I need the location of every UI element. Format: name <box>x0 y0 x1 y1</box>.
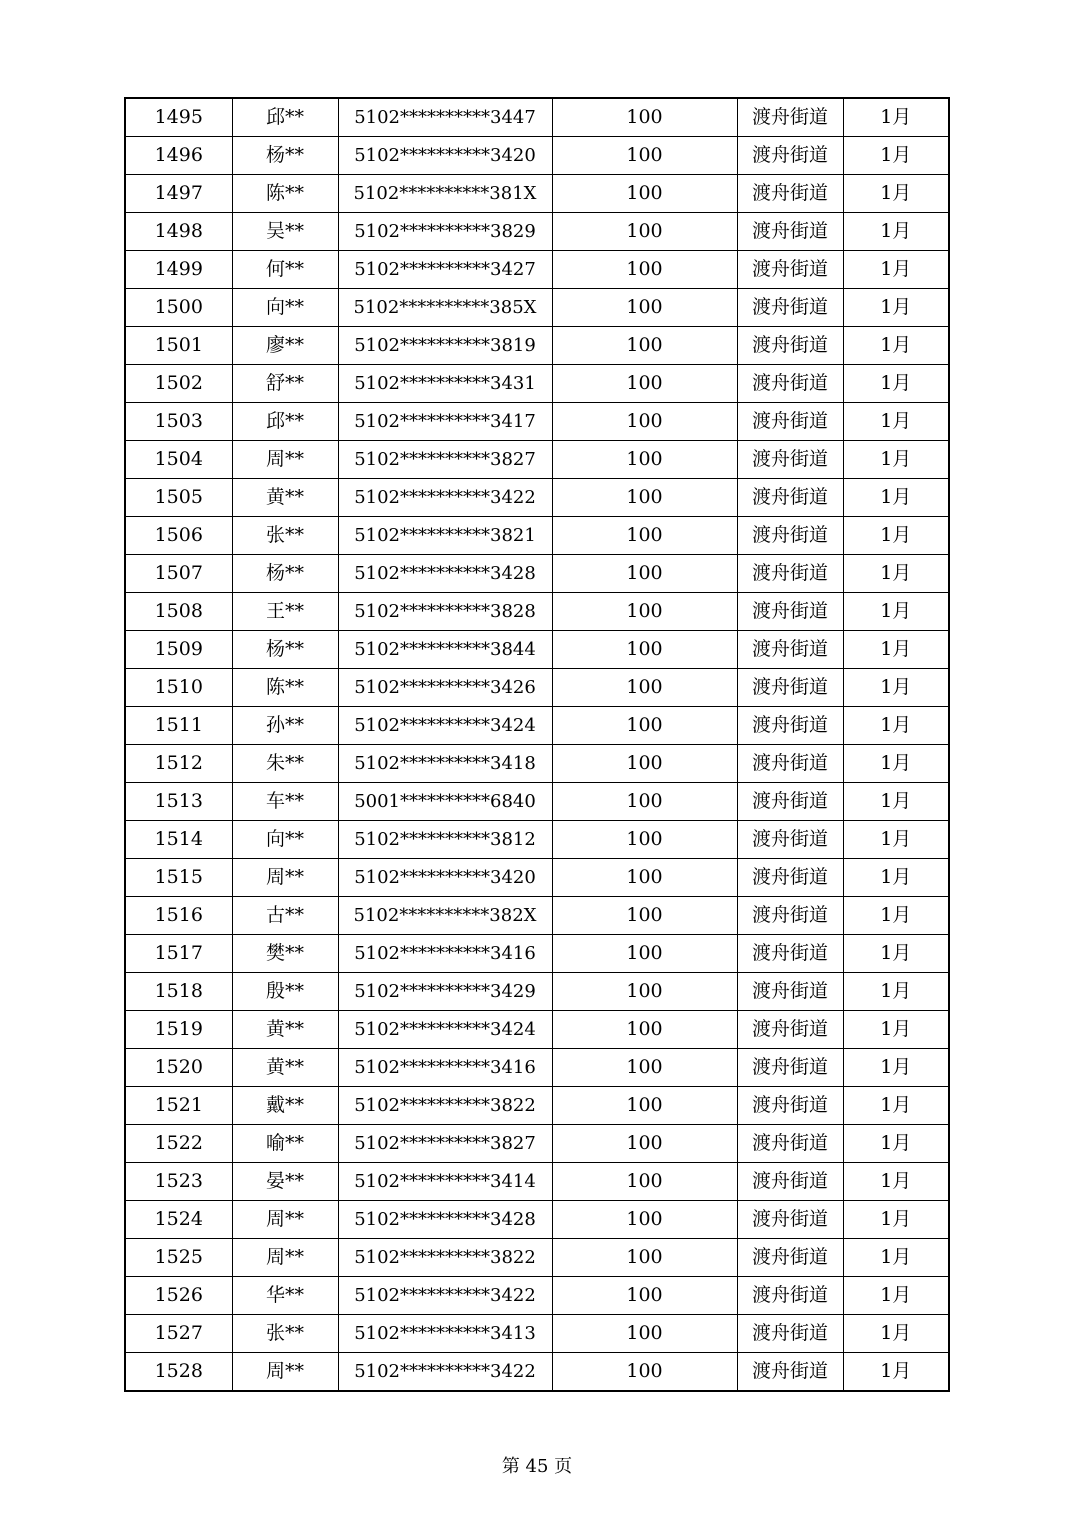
street-cell: 渡舟街道 <box>737 403 843 441</box>
id-number-cell: 5102**********3827 <box>338 1125 552 1163</box>
amount-cell: 100 <box>552 175 737 213</box>
table-row <box>125 1163 949 1201</box>
seq-number-cell: 1521 <box>125 1087 232 1125</box>
name-cell: 吴** <box>232 213 338 251</box>
seq-number-cell: 1523 <box>125 1163 232 1201</box>
id-number-cell: 5102**********3426 <box>338 669 552 707</box>
amount-cell: 100 <box>552 403 737 441</box>
street-cell: 渡舟街道 <box>737 289 843 327</box>
amount-cell: 100 <box>552 1011 737 1049</box>
id-number-cell: 5102**********3844 <box>338 631 552 669</box>
name-cell: 黄** <box>232 479 338 517</box>
month-cell: 1月 <box>843 973 949 1011</box>
table-row <box>125 327 949 365</box>
month-cell: 1月 <box>843 1163 949 1201</box>
amount-cell: 100 <box>552 1277 737 1315</box>
table-row <box>125 98 949 137</box>
name-cell: 向** <box>232 289 338 327</box>
table-row <box>125 859 949 897</box>
amount-cell: 100 <box>552 213 737 251</box>
id-number-cell: 5102**********3424 <box>338 1011 552 1049</box>
month-cell: 1月 <box>843 745 949 783</box>
amount-cell: 100 <box>552 631 737 669</box>
street-cell: 渡舟街道 <box>737 441 843 479</box>
id-number-cell: 5102**********3428 <box>338 1201 552 1239</box>
id-number-cell: 5102**********3427 <box>338 251 552 289</box>
name-cell: 朱** <box>232 745 338 783</box>
id-number-cell: 5102**********3416 <box>338 935 552 973</box>
street-cell: 渡舟街道 <box>737 1163 843 1201</box>
name-cell: 邱** <box>232 403 338 441</box>
seq-number-cell: 1496 <box>125 137 232 175</box>
id-number-cell: 5102**********3431 <box>338 365 552 403</box>
month-cell: 1月 <box>843 251 949 289</box>
id-number-cell: 5102**********3422 <box>338 479 552 517</box>
table-row <box>125 783 949 821</box>
id-number-cell: 5102**********3828 <box>338 593 552 631</box>
month-cell: 1月 <box>843 1239 949 1277</box>
seq-number-cell: 1522 <box>125 1125 232 1163</box>
name-cell: 殷** <box>232 973 338 1011</box>
name-cell: 车** <box>232 783 338 821</box>
seq-number-cell: 1528 <box>125 1353 232 1392</box>
month-cell: 1月 <box>843 175 949 213</box>
table-row <box>125 669 949 707</box>
month-cell: 1月 <box>843 213 949 251</box>
street-cell: 渡舟街道 <box>737 137 843 175</box>
page-number: 第 45 页 <box>501 1456 573 1477</box>
street-cell: 渡舟街道 <box>737 517 843 555</box>
name-cell: 戴** <box>232 1087 338 1125</box>
street-cell: 渡舟街道 <box>737 631 843 669</box>
name-cell: 周** <box>232 1353 338 1392</box>
amount-cell: 100 <box>552 973 737 1011</box>
name-cell: 何** <box>232 251 338 289</box>
seq-number-cell: 1500 <box>125 289 232 327</box>
name-cell: 周** <box>232 1201 338 1239</box>
name-cell: 黄** <box>232 1011 338 1049</box>
table-row <box>125 1353 949 1392</box>
table-row <box>125 365 949 403</box>
street-cell: 渡舟街道 <box>737 1011 843 1049</box>
amount-cell: 100 <box>552 1315 737 1353</box>
month-cell: 1月 <box>843 1353 949 1392</box>
month-cell: 1月 <box>843 137 949 175</box>
table-row <box>125 821 949 859</box>
amount-cell: 100 <box>552 821 737 859</box>
id-number-cell: 5102**********3420 <box>338 137 552 175</box>
month-cell: 1月 <box>843 1011 949 1049</box>
street-cell: 渡舟街道 <box>737 1201 843 1239</box>
amount-cell: 100 <box>552 593 737 631</box>
id-number-cell: 5001**********6840 <box>338 783 552 821</box>
id-number-cell: 5102**********3422 <box>338 1277 552 1315</box>
name-cell: 周** <box>232 441 338 479</box>
month-cell: 1月 <box>843 783 949 821</box>
table-row <box>125 1201 949 1239</box>
amount-cell: 100 <box>552 935 737 973</box>
id-number-cell: 5102**********3422 <box>338 1353 552 1392</box>
table-row <box>125 935 949 973</box>
amount-cell: 100 <box>552 859 737 897</box>
street-cell: 渡舟街道 <box>737 669 843 707</box>
seq-number-cell: 1507 <box>125 555 232 593</box>
table-row <box>125 213 949 251</box>
month-cell: 1月 <box>843 1277 949 1315</box>
name-cell: 晏** <box>232 1163 338 1201</box>
seq-number-cell: 1513 <box>125 783 232 821</box>
table-row <box>125 707 949 745</box>
id-number-cell: 5102**********381X <box>338 175 552 213</box>
month-cell: 1月 <box>843 517 949 555</box>
name-cell: 陈** <box>232 669 338 707</box>
id-number-cell: 5102**********3429 <box>338 973 552 1011</box>
name-cell: 杨** <box>232 555 338 593</box>
street-cell: 渡舟街道 <box>737 707 843 745</box>
seq-number-cell: 1497 <box>125 175 232 213</box>
table-row <box>125 973 949 1011</box>
record-table-body <box>125 98 949 1391</box>
table-row <box>125 175 949 213</box>
name-cell: 华** <box>232 1277 338 1315</box>
id-number-cell: 5102**********3821 <box>338 517 552 555</box>
seq-number-cell: 1498 <box>125 213 232 251</box>
street-cell: 渡舟街道 <box>737 1353 843 1392</box>
name-cell: 陈** <box>232 175 338 213</box>
name-cell: 张** <box>232 1315 338 1353</box>
table-row <box>125 137 949 175</box>
street-cell: 渡舟街道 <box>737 1277 843 1315</box>
id-number-cell: 5102**********3418 <box>338 745 552 783</box>
month-cell: 1月 <box>843 897 949 935</box>
seq-number-cell: 1519 <box>125 1011 232 1049</box>
street-cell: 渡舟街道 <box>737 593 843 631</box>
street-cell: 渡舟街道 <box>737 213 843 251</box>
street-cell: 渡舟街道 <box>737 175 843 213</box>
month-cell: 1月 <box>843 289 949 327</box>
name-cell: 向** <box>232 821 338 859</box>
seq-number-cell: 1527 <box>125 1315 232 1353</box>
id-number-cell: 5102**********3420 <box>338 859 552 897</box>
table-row <box>125 1125 949 1163</box>
name-cell: 孙** <box>232 707 338 745</box>
month-cell: 1月 <box>843 98 949 137</box>
street-cell: 渡舟街道 <box>737 745 843 783</box>
name-cell: 舒** <box>232 365 338 403</box>
seq-number-cell: 1516 <box>125 897 232 935</box>
month-cell: 1月 <box>843 631 949 669</box>
month-cell: 1月 <box>843 479 949 517</box>
table-row <box>125 1315 949 1353</box>
id-number-cell: 5102**********3447 <box>338 98 552 137</box>
id-number-cell: 5102**********3827 <box>338 441 552 479</box>
seq-number-cell: 1514 <box>125 821 232 859</box>
seq-number-cell: 1510 <box>125 669 232 707</box>
amount-cell: 100 <box>552 897 737 935</box>
street-cell: 渡舟街道 <box>737 251 843 289</box>
seq-number-cell: 1526 <box>125 1277 232 1315</box>
name-cell: 樊** <box>232 935 338 973</box>
name-cell: 杨** <box>232 137 338 175</box>
id-number-cell: 5102**********385X <box>338 289 552 327</box>
table-row <box>125 593 949 631</box>
id-number-cell: 5102**********3424 <box>338 707 552 745</box>
table-row <box>125 403 949 441</box>
street-cell: 渡舟街道 <box>737 555 843 593</box>
table-row <box>125 1239 949 1277</box>
month-cell: 1月 <box>843 859 949 897</box>
table-row <box>125 289 949 327</box>
street-cell: 渡舟街道 <box>737 859 843 897</box>
street-cell: 渡舟街道 <box>737 897 843 935</box>
amount-cell: 100 <box>552 555 737 593</box>
month-cell: 1月 <box>843 441 949 479</box>
amount-cell: 100 <box>552 1087 737 1125</box>
name-cell: 周** <box>232 1239 338 1277</box>
table-row <box>125 441 949 479</box>
table-row <box>125 251 949 289</box>
month-cell: 1月 <box>843 1125 949 1163</box>
month-cell: 1月 <box>843 1201 949 1239</box>
amount-cell: 100 <box>552 1239 737 1277</box>
amount-cell: 100 <box>552 1049 737 1087</box>
table-row <box>125 631 949 669</box>
month-cell: 1月 <box>843 1315 949 1353</box>
id-number-cell: 5102**********382X <box>338 897 552 935</box>
seq-number-cell: 1525 <box>125 1239 232 1277</box>
id-number-cell: 5102**********3413 <box>338 1315 552 1353</box>
table-row <box>125 1277 949 1315</box>
street-cell: 渡舟街道 <box>737 1049 843 1087</box>
month-cell: 1月 <box>843 935 949 973</box>
table-row <box>125 1011 949 1049</box>
amount-cell: 100 <box>552 783 737 821</box>
id-number-cell: 5102**********3417 <box>338 403 552 441</box>
seq-number-cell: 1504 <box>125 441 232 479</box>
seq-number-cell: 1518 <box>125 973 232 1011</box>
name-cell: 张** <box>232 517 338 555</box>
seq-number-cell: 1505 <box>125 479 232 517</box>
table-row <box>125 1049 949 1087</box>
amount-cell: 100 <box>552 327 737 365</box>
seq-number-cell: 1495 <box>125 98 232 137</box>
id-number-cell: 5102**********3822 <box>338 1087 552 1125</box>
street-cell: 渡舟街道 <box>737 327 843 365</box>
month-cell: 1月 <box>843 669 949 707</box>
seq-number-cell: 1508 <box>125 593 232 631</box>
seq-number-cell: 1524 <box>125 1201 232 1239</box>
table-row <box>125 745 949 783</box>
street-cell: 渡舟街道 <box>737 98 843 137</box>
name-cell: 杨** <box>232 631 338 669</box>
table-row <box>125 1087 949 1125</box>
amount-cell: 100 <box>552 745 737 783</box>
seq-number-cell: 1502 <box>125 365 232 403</box>
street-cell: 渡舟街道 <box>737 479 843 517</box>
amount-cell: 100 <box>552 365 737 403</box>
id-number-cell: 5102**********3819 <box>338 327 552 365</box>
street-cell: 渡舟街道 <box>737 365 843 403</box>
amount-cell: 100 <box>552 517 737 555</box>
name-cell: 王** <box>232 593 338 631</box>
id-number-cell: 5102**********3416 <box>338 1049 552 1087</box>
street-cell: 渡舟街道 <box>737 1315 843 1353</box>
amount-cell: 100 <box>552 137 737 175</box>
name-cell: 喻** <box>232 1125 338 1163</box>
seq-number-cell: 1501 <box>125 327 232 365</box>
seq-number-cell: 1511 <box>125 707 232 745</box>
amount-cell: 100 <box>552 1353 737 1392</box>
amount-cell: 100 <box>552 289 737 327</box>
seq-number-cell: 1499 <box>125 251 232 289</box>
amount-cell: 100 <box>552 479 737 517</box>
street-cell: 渡舟街道 <box>737 935 843 973</box>
amount-cell: 100 <box>552 669 737 707</box>
seq-number-cell: 1512 <box>125 745 232 783</box>
street-cell: 渡舟街道 <box>737 1087 843 1125</box>
id-number-cell: 5102**********3822 <box>338 1239 552 1277</box>
id-number-cell: 5102**********3414 <box>338 1163 552 1201</box>
name-cell: 周** <box>232 859 338 897</box>
table-row <box>125 897 949 935</box>
name-cell: 古** <box>232 897 338 935</box>
month-cell: 1月 <box>843 555 949 593</box>
table-row <box>125 479 949 517</box>
street-cell: 渡舟街道 <box>737 1125 843 1163</box>
street-cell: 渡舟街道 <box>737 783 843 821</box>
id-number-cell: 5102**********3428 <box>338 555 552 593</box>
street-cell: 渡舟街道 <box>737 821 843 859</box>
table-row <box>125 555 949 593</box>
name-cell: 廖** <box>232 327 338 365</box>
amount-cell: 100 <box>552 707 737 745</box>
amount-cell: 100 <box>552 98 737 137</box>
street-cell: 渡舟街道 <box>737 973 843 1011</box>
month-cell: 1月 <box>843 327 949 365</box>
amount-cell: 100 <box>552 1201 737 1239</box>
seq-number-cell: 1520 <box>125 1049 232 1087</box>
seq-number-cell: 1503 <box>125 403 232 441</box>
amount-cell: 100 <box>552 1163 737 1201</box>
id-number-cell: 5102**********3812 <box>338 821 552 859</box>
seq-number-cell: 1509 <box>125 631 232 669</box>
name-cell: 黄** <box>232 1049 338 1087</box>
seq-number-cell: 1517 <box>125 935 232 973</box>
month-cell: 1月 <box>843 1049 949 1087</box>
name-cell: 邱** <box>232 98 338 137</box>
id-number-cell: 5102**********3829 <box>338 213 552 251</box>
amount-cell: 100 <box>552 441 737 479</box>
amount-cell: 100 <box>552 251 737 289</box>
record-table <box>124 97 950 1392</box>
seq-number-cell: 1515 <box>125 859 232 897</box>
month-cell: 1月 <box>843 1087 949 1125</box>
table-row <box>125 517 949 555</box>
month-cell: 1月 <box>843 593 949 631</box>
seq-number-cell: 1506 <box>125 517 232 555</box>
amount-cell: 100 <box>552 1125 737 1163</box>
street-cell: 渡舟街道 <box>737 1239 843 1277</box>
month-cell: 1月 <box>843 403 949 441</box>
month-cell: 1月 <box>843 707 949 745</box>
month-cell: 1月 <box>843 365 949 403</box>
month-cell: 1月 <box>843 821 949 859</box>
